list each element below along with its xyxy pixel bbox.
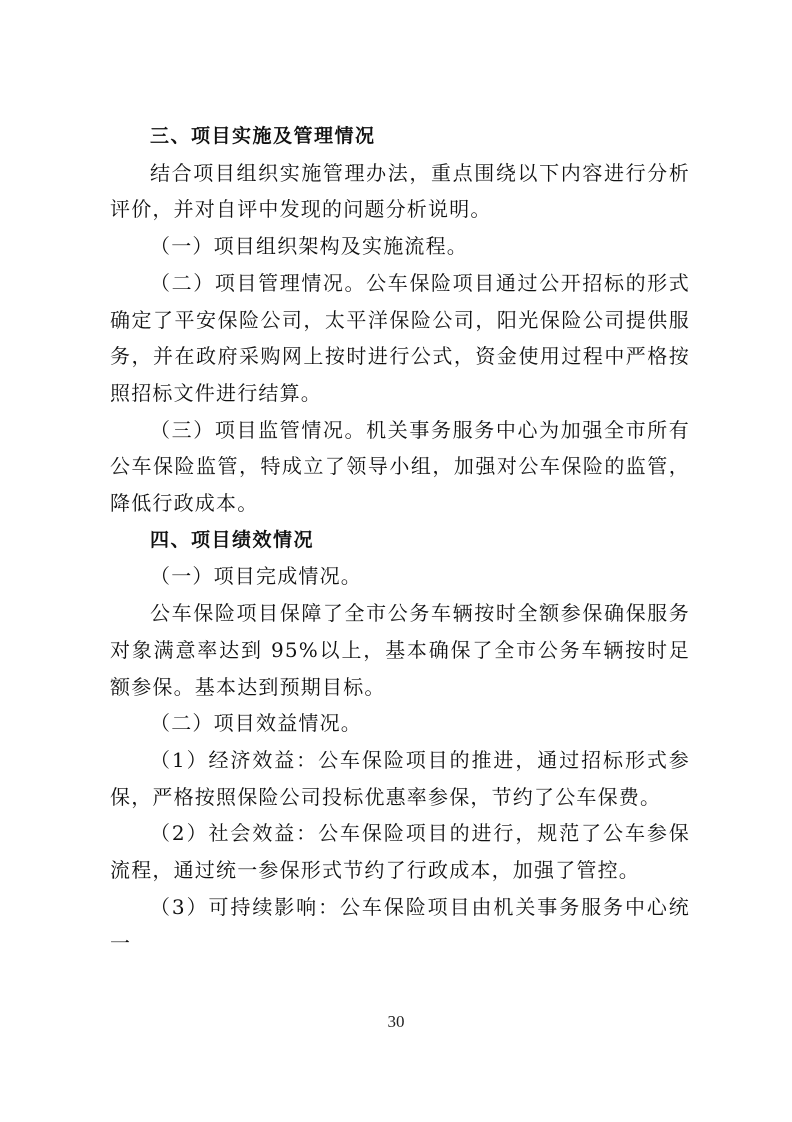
paragraph-sustainability: （3）可持续影响：公车保险项目由机关事务服务中心统一	[110, 894, 690, 956]
paragraph-economic-benefit: （1）经济效益：公车保险项目的推进，通过招标形式参保，严格按照保险公司投标优惠率参保，节约了公车保费。	[110, 747, 690, 809]
page-number: 30	[387, 1012, 405, 1031]
paragraph-org-structure: （一）项目组织架构及实施流程。	[150, 234, 468, 259]
paragraph-benefit-title: （二）项目效益情况。	[150, 711, 362, 736]
paragraph-supervision: （三）项目监管情况。机关事务服务中心为加强全市所有公车保险监管，特成立了领导小组，加强对公车保险的监管，降低行政成本。	[110, 417, 690, 516]
section-heading-4: 四、项目绩效情况	[150, 528, 315, 551]
paragraph-evaluation-intro: 结合项目组织实施管理办法，重点围绕以下内容进行分析评价，并对自评中发现的问题分析说明。	[110, 160, 690, 222]
paragraph-management: （二）项目管理情况。公车保险项目通过公开招标的形式确定了平安保险公司，太平洋保险公司，阳光保险公司提供服务，并在政府采购网上按时进行公式，资金使用过程中严格按照招标文件进行结算。	[110, 270, 690, 405]
section-heading-3: 三、项目实施及管理情况	[150, 125, 376, 147]
paragraph-social-benefit: （2）社会效益：公车保险项目的进行，规范了公车参保流程，通过统一参保形式节约了行政成本，加强了管控。	[110, 821, 690, 883]
document-body	[110, 118, 690, 962]
paragraph-completion-title: （一）项目完成情况。	[150, 564, 362, 589]
paragraph-completion: 公车保险项目保障了全市公务车辆按时全额参保确保服务对象满意率达到 95%以上，基本确保了全市公务车辆按时足额参保。基本达到预期目标。	[110, 601, 690, 699]
